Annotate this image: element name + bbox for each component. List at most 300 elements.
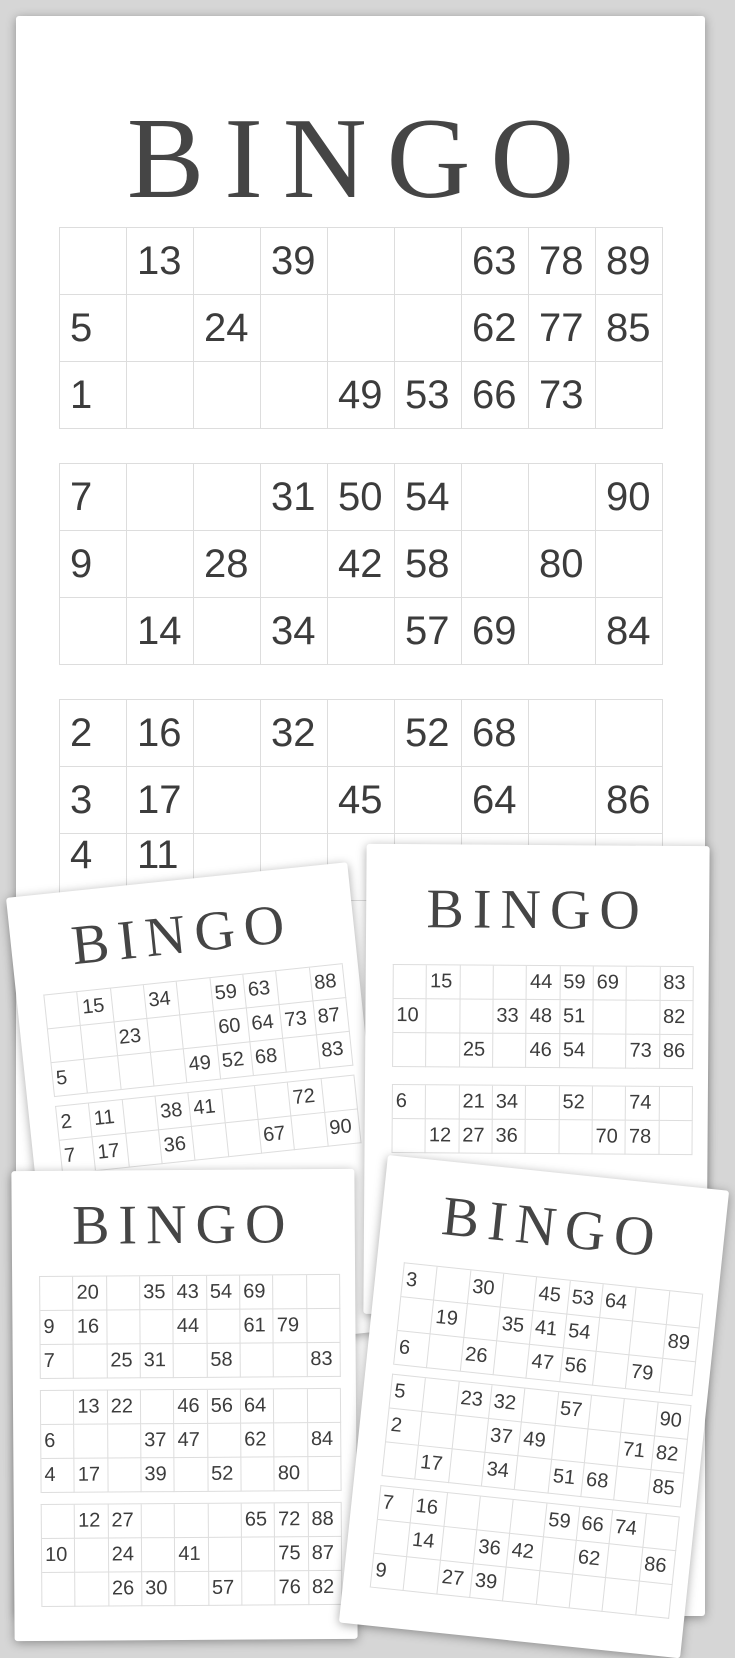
bingo-cell: 23 — [456, 1382, 493, 1419]
bingo-cell — [261, 362, 328, 429]
bingo-cell: 39 — [470, 1564, 507, 1601]
bingo-grid — [393, 1262, 703, 1396]
bingo-cell: 61 — [240, 1309, 274, 1343]
bingo-cell: 6 — [41, 1425, 75, 1459]
bingo-cell — [328, 700, 395, 767]
bingo-grid — [39, 1274, 341, 1379]
bingo-cell — [274, 1423, 308, 1457]
bingo-cell: 59 — [544, 1504, 581, 1541]
bingo-cell: 2 — [386, 1409, 423, 1446]
bingo-cell — [242, 1537, 276, 1571]
bingo-cell — [395, 228, 462, 295]
bingo-cell — [74, 1345, 108, 1379]
bingo-cell: 5 — [60, 295, 127, 362]
bingo-cell — [241, 1343, 275, 1377]
bingo-cell: 78 — [529, 228, 596, 295]
bingo-grid — [59, 227, 663, 429]
bingo-cell: 44 — [527, 966, 561, 1000]
bingo-cell — [261, 295, 328, 362]
bingo-cell — [559, 1120, 593, 1154]
bingo-cell: 83 — [307, 1343, 341, 1377]
bingo-cell: 44 — [174, 1310, 208, 1344]
bingo-cell — [643, 1514, 680, 1551]
bingo-cell: 66 — [577, 1507, 614, 1544]
bingo-cell: 58 — [207, 1344, 241, 1378]
bingo-cell: 88 — [308, 1503, 342, 1537]
bingo-cell: 57 — [555, 1392, 592, 1429]
bingo-cell: 90 — [325, 1109, 362, 1146]
bingo-cell — [659, 1121, 693, 1155]
bingo-cell — [241, 1457, 275, 1491]
bingo-cell — [510, 1500, 547, 1537]
bingo-cell: 26 — [109, 1572, 143, 1606]
bingo-cell: 11 — [89, 1100, 126, 1137]
bingo-cell — [464, 1304, 501, 1341]
bingo-cell: 57 — [395, 598, 462, 665]
bingo-cell — [108, 1424, 142, 1458]
bingo-cell: 39 — [261, 228, 328, 295]
bingo-cell — [392, 1119, 426, 1153]
bingo-cell — [81, 1022, 118, 1059]
bingo-cell: 51 — [560, 1000, 594, 1034]
bingo-cell — [427, 1334, 464, 1371]
bingo-cell: 2 — [56, 1103, 93, 1140]
bingo-cell — [108, 1458, 142, 1492]
bingo-cell — [462, 464, 529, 531]
bingo-cell: 45 — [328, 767, 395, 834]
bingo-cell: 37 — [141, 1424, 175, 1458]
bingo-cell — [276, 968, 313, 1005]
bingo-cell: 17 — [75, 1459, 109, 1493]
bingo-cell: 30 — [468, 1270, 505, 1307]
bingo-cell — [622, 1399, 659, 1436]
bingo-cell: 62 — [241, 1423, 275, 1457]
bingo-cell: 20 — [73, 1277, 107, 1311]
bingo-cell: 60 — [214, 1008, 251, 1045]
bingo-card-preview — [339, 1155, 729, 1658]
bingo-grid — [391, 1084, 692, 1155]
bingo-cell: 83 — [317, 1032, 354, 1069]
bingo-cell: 63 — [243, 971, 280, 1008]
bingo-cell — [175, 1572, 209, 1606]
bingo-cell: 54 — [207, 1276, 241, 1310]
bingo-cell — [194, 228, 261, 295]
bingo-cell — [208, 1504, 242, 1538]
bingo-cell: 38 — [156, 1093, 193, 1130]
bingo-cell: 66 — [462, 362, 529, 429]
bingo-cell: 26 — [460, 1338, 497, 1375]
bingo-cell: 16 — [74, 1311, 108, 1345]
bingo-cell — [142, 1504, 176, 1538]
bingo-cell: 31 — [141, 1344, 175, 1378]
bingo-cell — [570, 1575, 607, 1612]
bingo-cell — [40, 1277, 74, 1311]
bingo-cell: 22 — [108, 1390, 142, 1424]
bingo-cell — [494, 966, 528, 1000]
bingo-cell — [374, 1520, 411, 1557]
bingo-cell: 64 — [241, 1389, 275, 1423]
bingo-cell — [522, 1389, 559, 1426]
bingo-cell: 54 — [395, 464, 462, 531]
bingo-cell — [48, 1026, 85, 1063]
bingo-cell — [194, 464, 261, 531]
bingo-cell — [175, 1504, 209, 1538]
bingo-cell: 5 — [52, 1060, 89, 1097]
bingo-cell: 62 — [462, 295, 529, 362]
bingo-cell — [477, 1497, 514, 1534]
bingo-cell: 80 — [529, 531, 596, 598]
bingo-cell: 56 — [208, 1390, 242, 1424]
bingo-cell — [174, 1344, 208, 1378]
bingo-title: BINGO — [126, 95, 595, 223]
bingo-cell: 1 — [60, 362, 127, 429]
bingo-cell — [659, 1359, 696, 1396]
bingo-cell — [274, 1343, 308, 1377]
bingo-cell: 9 — [371, 1554, 408, 1591]
bingo-cell — [593, 1352, 630, 1389]
bingo-cell — [140, 1310, 174, 1344]
bingo-cell: 53 — [395, 362, 462, 429]
bingo-cell: 35 — [140, 1276, 174, 1310]
bingo-cell — [292, 1113, 329, 1150]
bingo-cell — [419, 1412, 456, 1449]
bingo-cell: 65 — [242, 1503, 276, 1537]
bingo-cell: 84 — [596, 598, 663, 665]
bingo-cell — [75, 1539, 109, 1573]
bingo-cell — [460, 965, 494, 999]
bingo-cell: 49 — [328, 362, 395, 429]
bingo-cell — [395, 767, 462, 834]
bingo-cell — [85, 1056, 122, 1093]
bingo-cell: 31 — [261, 464, 328, 531]
bingo-cell — [452, 1416, 489, 1453]
bingo-cell: 69 — [462, 598, 529, 665]
bingo-cell: 73 — [626, 1035, 660, 1069]
bingo-cell: 7 — [378, 1486, 415, 1523]
bingo-cell: 82 — [651, 1436, 688, 1473]
bingo-cell — [666, 1291, 703, 1328]
bingo-cell: 13 — [127, 228, 194, 295]
bingo-cell: 52 — [395, 700, 462, 767]
bingo-cell — [255, 1083, 292, 1120]
bingo-cell — [307, 1309, 341, 1343]
bingo-cell: 72 — [288, 1079, 325, 1116]
bingo-cell — [127, 464, 194, 531]
bingo-cell — [328, 598, 395, 665]
bingo-cell — [274, 1389, 308, 1423]
bingo-cell: 86 — [660, 1035, 694, 1069]
bingo-cell — [404, 1557, 441, 1594]
bingo-cell: 17 — [416, 1446, 453, 1483]
bingo-cell: 5 — [390, 1375, 427, 1412]
bingo-cell — [107, 1310, 141, 1344]
bingo-cell: 17 — [93, 1134, 130, 1171]
bingo-cell: 3 — [60, 767, 127, 834]
bingo-cell: 12 — [75, 1505, 109, 1539]
bingo-cell: 15 — [427, 965, 461, 999]
bingo-cell: 48 — [527, 1000, 561, 1034]
bingo-cell — [181, 1012, 218, 1049]
bingo-cell — [593, 1034, 627, 1068]
bingo-cell — [194, 767, 261, 834]
bingo-cell: 10 — [42, 1539, 76, 1573]
bingo-grid — [40, 1388, 342, 1493]
bingo-cell — [494, 1341, 531, 1378]
bingo-cell — [222, 1086, 259, 1123]
bingo-cell — [529, 464, 596, 531]
bingo-cell — [225, 1120, 262, 1157]
bingo-cell — [194, 598, 261, 665]
bingo-cell — [627, 967, 661, 1001]
bingo-cell — [261, 767, 328, 834]
bingo-cell: 49 — [519, 1422, 556, 1459]
bingo-cell — [194, 362, 261, 429]
bingo-cell: 36 — [159, 1127, 196, 1164]
bingo-cell: 36 — [474, 1530, 511, 1567]
bingo-cell: 47 — [527, 1345, 564, 1382]
bingo-cell: 34 — [144, 982, 181, 1019]
bingo-cell — [328, 295, 395, 362]
bingo-cell: 59 — [210, 975, 247, 1012]
bingo-grid — [59, 463, 663, 665]
bingo-cell — [427, 999, 461, 1033]
bingo-cell: 54 — [560, 1034, 594, 1068]
bingo-cell — [636, 1582, 673, 1619]
bingo-cell: 47 — [174, 1424, 208, 1458]
bingo-cell: 27 — [437, 1561, 474, 1598]
bingo-cell — [426, 1085, 460, 1119]
bingo-cell — [444, 1493, 481, 1530]
bingo-cell: 90 — [596, 464, 663, 531]
bingo-cell: 72 — [275, 1503, 309, 1537]
bingo-cell: 71 — [618, 1433, 655, 1470]
bingo-cell — [147, 1015, 184, 1052]
bingo-cell: 86 — [639, 1548, 676, 1585]
bingo-cell: 46 — [174, 1390, 208, 1424]
bingo-cell — [242, 1571, 276, 1605]
bingo-cell: 43 — [173, 1276, 207, 1310]
bingo-cell: 49 — [184, 1046, 221, 1083]
bingo-cell: 50 — [328, 464, 395, 531]
bingo-cell — [151, 1049, 188, 1086]
bingo-cell: 7 — [60, 464, 127, 531]
bingo-cell: 28 — [194, 531, 261, 598]
bingo-cell: 33 — [493, 1000, 527, 1034]
bingo-cell: 89 — [663, 1325, 700, 1362]
bingo-cell — [633, 1288, 670, 1325]
bingo-cell: 82 — [660, 1001, 694, 1035]
bingo-cell — [529, 767, 596, 834]
bingo-cell — [393, 1033, 427, 1067]
bingo-cell: 19 — [431, 1301, 468, 1338]
bingo-cell: 73 — [280, 1001, 317, 1038]
bingo-cell — [307, 1275, 341, 1309]
bingo-cell — [194, 700, 261, 767]
bingo-cell: 4 — [41, 1459, 75, 1493]
bingo-cell — [588, 1396, 625, 1433]
bingo-cell: 17 — [127, 767, 194, 834]
bingo-cell: 73 — [529, 362, 596, 429]
bingo-cell: 36 — [492, 1120, 526, 1154]
bingo-cell: 34 — [482, 1453, 519, 1490]
bingo-cell: 6 — [393, 1085, 427, 1119]
bingo-cell: 10 — [393, 999, 427, 1033]
bingo-cell — [261, 531, 328, 598]
bingo-grid — [370, 1485, 680, 1619]
bingo-cell — [382, 1442, 419, 1479]
bingo-cell: 84 — [308, 1423, 342, 1457]
bingo-title: BINGO — [71, 1193, 295, 1257]
bingo-cell: 58 — [395, 531, 462, 598]
bingo-title: BINGO — [68, 892, 297, 978]
bingo-cell — [449, 1449, 486, 1486]
bingo-cell: 16 — [127, 700, 194, 767]
bingo-cell — [552, 1426, 589, 1463]
bingo-cell — [126, 1130, 163, 1167]
bingo-cell — [515, 1456, 552, 1493]
bingo-cell: 42 — [507, 1534, 544, 1571]
bingo-cell — [614, 1467, 651, 1504]
bingo-cell — [395, 295, 462, 362]
bingo-cell — [423, 1378, 460, 1415]
bingo-cell — [596, 362, 663, 429]
bingo-cell — [597, 1318, 634, 1355]
bingo-cell — [540, 1537, 577, 1574]
bingo-cell — [503, 1568, 540, 1605]
bingo-cell — [493, 1034, 527, 1068]
bingo-grid — [43, 963, 353, 1097]
bingo-cell: 68 — [462, 700, 529, 767]
bingo-cell — [142, 1538, 176, 1572]
bingo-cell: 64 — [247, 1005, 284, 1042]
bingo-cell: 85 — [596, 295, 663, 362]
bingo-cell — [441, 1527, 478, 1564]
bingo-cell: 25 — [107, 1344, 141, 1378]
bingo-cell: 4 — [60, 834, 127, 901]
bingo-cell — [659, 1087, 693, 1121]
bingo-cell: 42 — [328, 531, 395, 598]
bingo-grid — [41, 1502, 343, 1607]
bingo-cell: 69 — [240, 1275, 274, 1309]
bingo-cell: 59 — [560, 966, 594, 1000]
bingo-cell — [192, 1123, 229, 1160]
bingo-cell — [526, 1086, 560, 1120]
bingo-cell: 15 — [78, 989, 115, 1026]
bingo-cell: 78 — [626, 1121, 660, 1155]
bingo-cell: 13 — [74, 1391, 108, 1425]
bingo-cell: 87 — [309, 1537, 343, 1571]
bingo-cell — [42, 1573, 76, 1607]
bingo-cell: 41 — [175, 1538, 209, 1572]
bingo-cell: 7 — [41, 1345, 75, 1379]
bingo-cell: 62 — [573, 1541, 610, 1578]
bingo-cell: 87 — [313, 998, 350, 1035]
bingo-cell — [175, 1458, 209, 1492]
bingo-cell: 6 — [394, 1331, 431, 1368]
bingo-cell — [308, 1389, 342, 1423]
bingo-cell: 9 — [60, 531, 127, 598]
bingo-cell — [462, 531, 529, 598]
bingo-cell — [434, 1267, 471, 1304]
bingo-cell: 70 — [592, 1120, 626, 1154]
bingo-cell: 41 — [530, 1311, 567, 1348]
bingo-cell — [127, 362, 194, 429]
bingo-cell — [74, 1425, 108, 1459]
bingo-cell — [44, 992, 81, 1029]
bingo-cell: 86 — [596, 767, 663, 834]
bingo-cell: 56 — [560, 1348, 597, 1385]
bingo-cell: 57 — [209, 1572, 243, 1606]
bingo-cell: 7 — [60, 1137, 97, 1174]
bingo-cell — [118, 1053, 155, 1090]
bingo-cell — [394, 965, 428, 999]
bingo-cell — [526, 1120, 560, 1154]
bingo-cell — [501, 1274, 538, 1311]
bingo-cell: 27 — [108, 1504, 142, 1538]
bingo-cell: 27 — [459, 1119, 493, 1153]
bingo-cell — [75, 1573, 109, 1607]
bingo-cell: 68 — [250, 1039, 287, 1076]
bingo-cell — [284, 1035, 321, 1072]
bingo-cell: 54 — [563, 1315, 600, 1352]
bingo-title: BINGO — [439, 1185, 667, 1271]
bingo-title: BINGO — [426, 878, 650, 942]
bingo-cell: 51 — [548, 1460, 585, 1497]
bingo-cell — [529, 700, 596, 767]
bingo-cell — [536, 1571, 573, 1608]
bingo-cell: 85 — [648, 1470, 685, 1507]
bingo-cell: 9 — [40, 1311, 74, 1345]
bingo-cell: 83 — [660, 967, 694, 1001]
bingo-cell — [127, 295, 194, 362]
bingo-cell — [630, 1322, 667, 1359]
bingo-cell: 88 — [310, 964, 347, 1001]
bingo-cell: 30 — [142, 1572, 176, 1606]
bingo-cell: 74 — [610, 1511, 647, 1548]
bingo-card-preview — [11, 1169, 357, 1641]
bingo-cell: 39 — [141, 1458, 175, 1492]
bingo-cell: 82 — [309, 1571, 343, 1605]
bingo-cell: 24 — [194, 295, 261, 362]
bingo-cell — [321, 1076, 358, 1113]
bingo-cell: 63 — [462, 228, 529, 295]
bingo-cell: 34 — [493, 1086, 527, 1120]
bingo-cell: 52 — [208, 1458, 242, 1492]
bingo-cell — [42, 1505, 76, 1539]
bingo-cell: 34 — [261, 598, 328, 665]
bingo-cell: 64 — [462, 767, 529, 834]
bingo-cell: 77 — [529, 295, 596, 362]
bingo-cell — [328, 228, 395, 295]
bingo-grid — [392, 964, 694, 1069]
bingo-cell: 46 — [526, 1034, 560, 1068]
bingo-cell: 79 — [626, 1355, 663, 1392]
bingo-cell — [41, 1391, 75, 1425]
bingo-cell: 76 — [275, 1571, 309, 1605]
bingo-cell: 53 — [567, 1281, 604, 1318]
bingo-cell: 32 — [261, 700, 328, 767]
bingo-cell — [460, 999, 494, 1033]
bingo-cell — [273, 1275, 307, 1309]
bingo-cell — [209, 1538, 243, 1572]
bingo-cell: 74 — [626, 1087, 660, 1121]
bingo-cell — [177, 978, 214, 1015]
bingo-cell — [426, 1033, 460, 1067]
bingo-cell: 68 — [581, 1463, 618, 1500]
bingo-cell: 52 — [217, 1042, 254, 1079]
bingo-cell: 90 — [655, 1403, 692, 1440]
bingo-cell: 69 — [594, 966, 628, 1000]
